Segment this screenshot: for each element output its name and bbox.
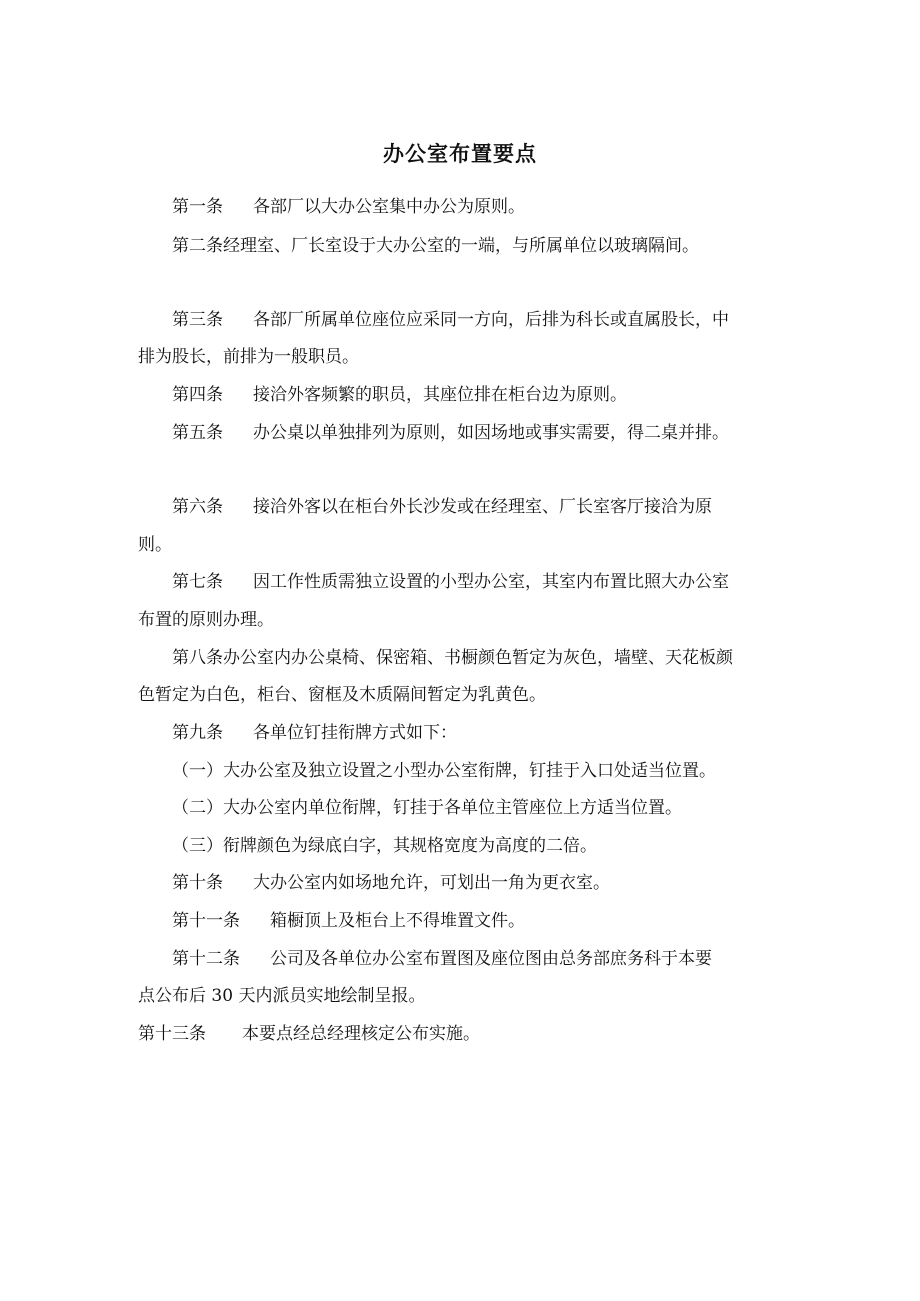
- article-text: 接洽外客频繁的职员，其座位排在柜台边为原则。: [253, 385, 627, 405]
- article-text: 本要点经总经理核定公布实施。: [242, 1024, 480, 1044]
- list-item: （三）衔牌颜色为绿底白字，其规格宽度为高度的二倍。: [172, 836, 597, 856]
- article-12-continuation: 点公布后 30 天内派员实地绘制呈报。: [138, 986, 426, 1006]
- article-text: 大办公室内如场地允许，可划出一角为更衣室。: [253, 873, 610, 893]
- article-text: 因工作性质需独立设置的小型办公室，其室内布置比照大办公室: [253, 572, 729, 592]
- article-2: [172, 235, 699, 257]
- article-label: 第十条: [172, 873, 223, 893]
- article-text: 接洽外客以在柜台外长沙发或在经理室、厂长室客厅接洽为原: [253, 497, 712, 517]
- article-6-continuation: 则。: [138, 535, 172, 555]
- article-text: 办公桌以单独排列为原则，如因场地或事实需要，得二桌并排。: [253, 423, 729, 443]
- article-4: [172, 384, 627, 406]
- article-6: [172, 496, 712, 518]
- article-label: 第七条: [172, 572, 223, 592]
- article-text: 第二条经理室、厂长室设于大办公室的一端，与所属单位以玻璃隔间。: [172, 236, 699, 256]
- article-13: [138, 1023, 480, 1045]
- article-text: 各部厂以大办公室集中办公为原则。: [253, 197, 525, 217]
- list-item: （二）大办公室内单位衔牌，钉挂于各单位主管座位上方适当位置。: [172, 798, 682, 818]
- article-text: 第八条办公室内办公桌椅、保密箱、书橱颜色暂定为灰色，墙壁、天花板颜: [172, 648, 733, 668]
- page-title: 办公室布置要点: [383, 142, 537, 166]
- article-label: 第三条: [172, 310, 223, 330]
- article-12: [172, 948, 712, 970]
- article-7-continuation: 布置的原则办理。: [138, 610, 274, 630]
- article-5: [172, 422, 729, 444]
- article-label: 第十二条: [172, 949, 240, 969]
- article-9: [172, 722, 457, 744]
- list-item: （一）大办公室及独立设置之小型办公室衔牌，钉挂于入口处适当位置。: [172, 761, 716, 781]
- article-3: [172, 309, 729, 331]
- article-8: [172, 647, 733, 669]
- article-label: 第五条: [172, 423, 223, 443]
- article-text: 各部厂所属单位座位应采同一方向，后排为科长或直属股长，中: [253, 310, 729, 330]
- article-11: [172, 910, 525, 932]
- article-text: 各单位钉挂衔牌方式如下：: [253, 723, 457, 743]
- article-10: [172, 872, 610, 894]
- article-1: [172, 196, 525, 218]
- article-label: 第十三条: [138, 1024, 206, 1044]
- article-label: 第十一条: [172, 911, 240, 931]
- article-7: [172, 571, 729, 593]
- article-3-continuation: 排为股长，前排为一般职员。: [138, 347, 359, 367]
- article-label: 第一条: [172, 197, 223, 217]
- article-label: 第九条: [172, 723, 223, 743]
- article-8-continuation: 色暂定为白色，柜台、窗框及木质隔间暂定为乳黄色。: [138, 685, 546, 705]
- article-label: 第四条: [172, 385, 223, 405]
- article-text: 公司及各单位办公室布置图及座位图由总务部庶务科于本要: [270, 949, 712, 969]
- article-label: 第六条: [172, 497, 223, 517]
- article-text: 箱橱顶上及柜台上不得堆置文件。: [270, 911, 525, 931]
